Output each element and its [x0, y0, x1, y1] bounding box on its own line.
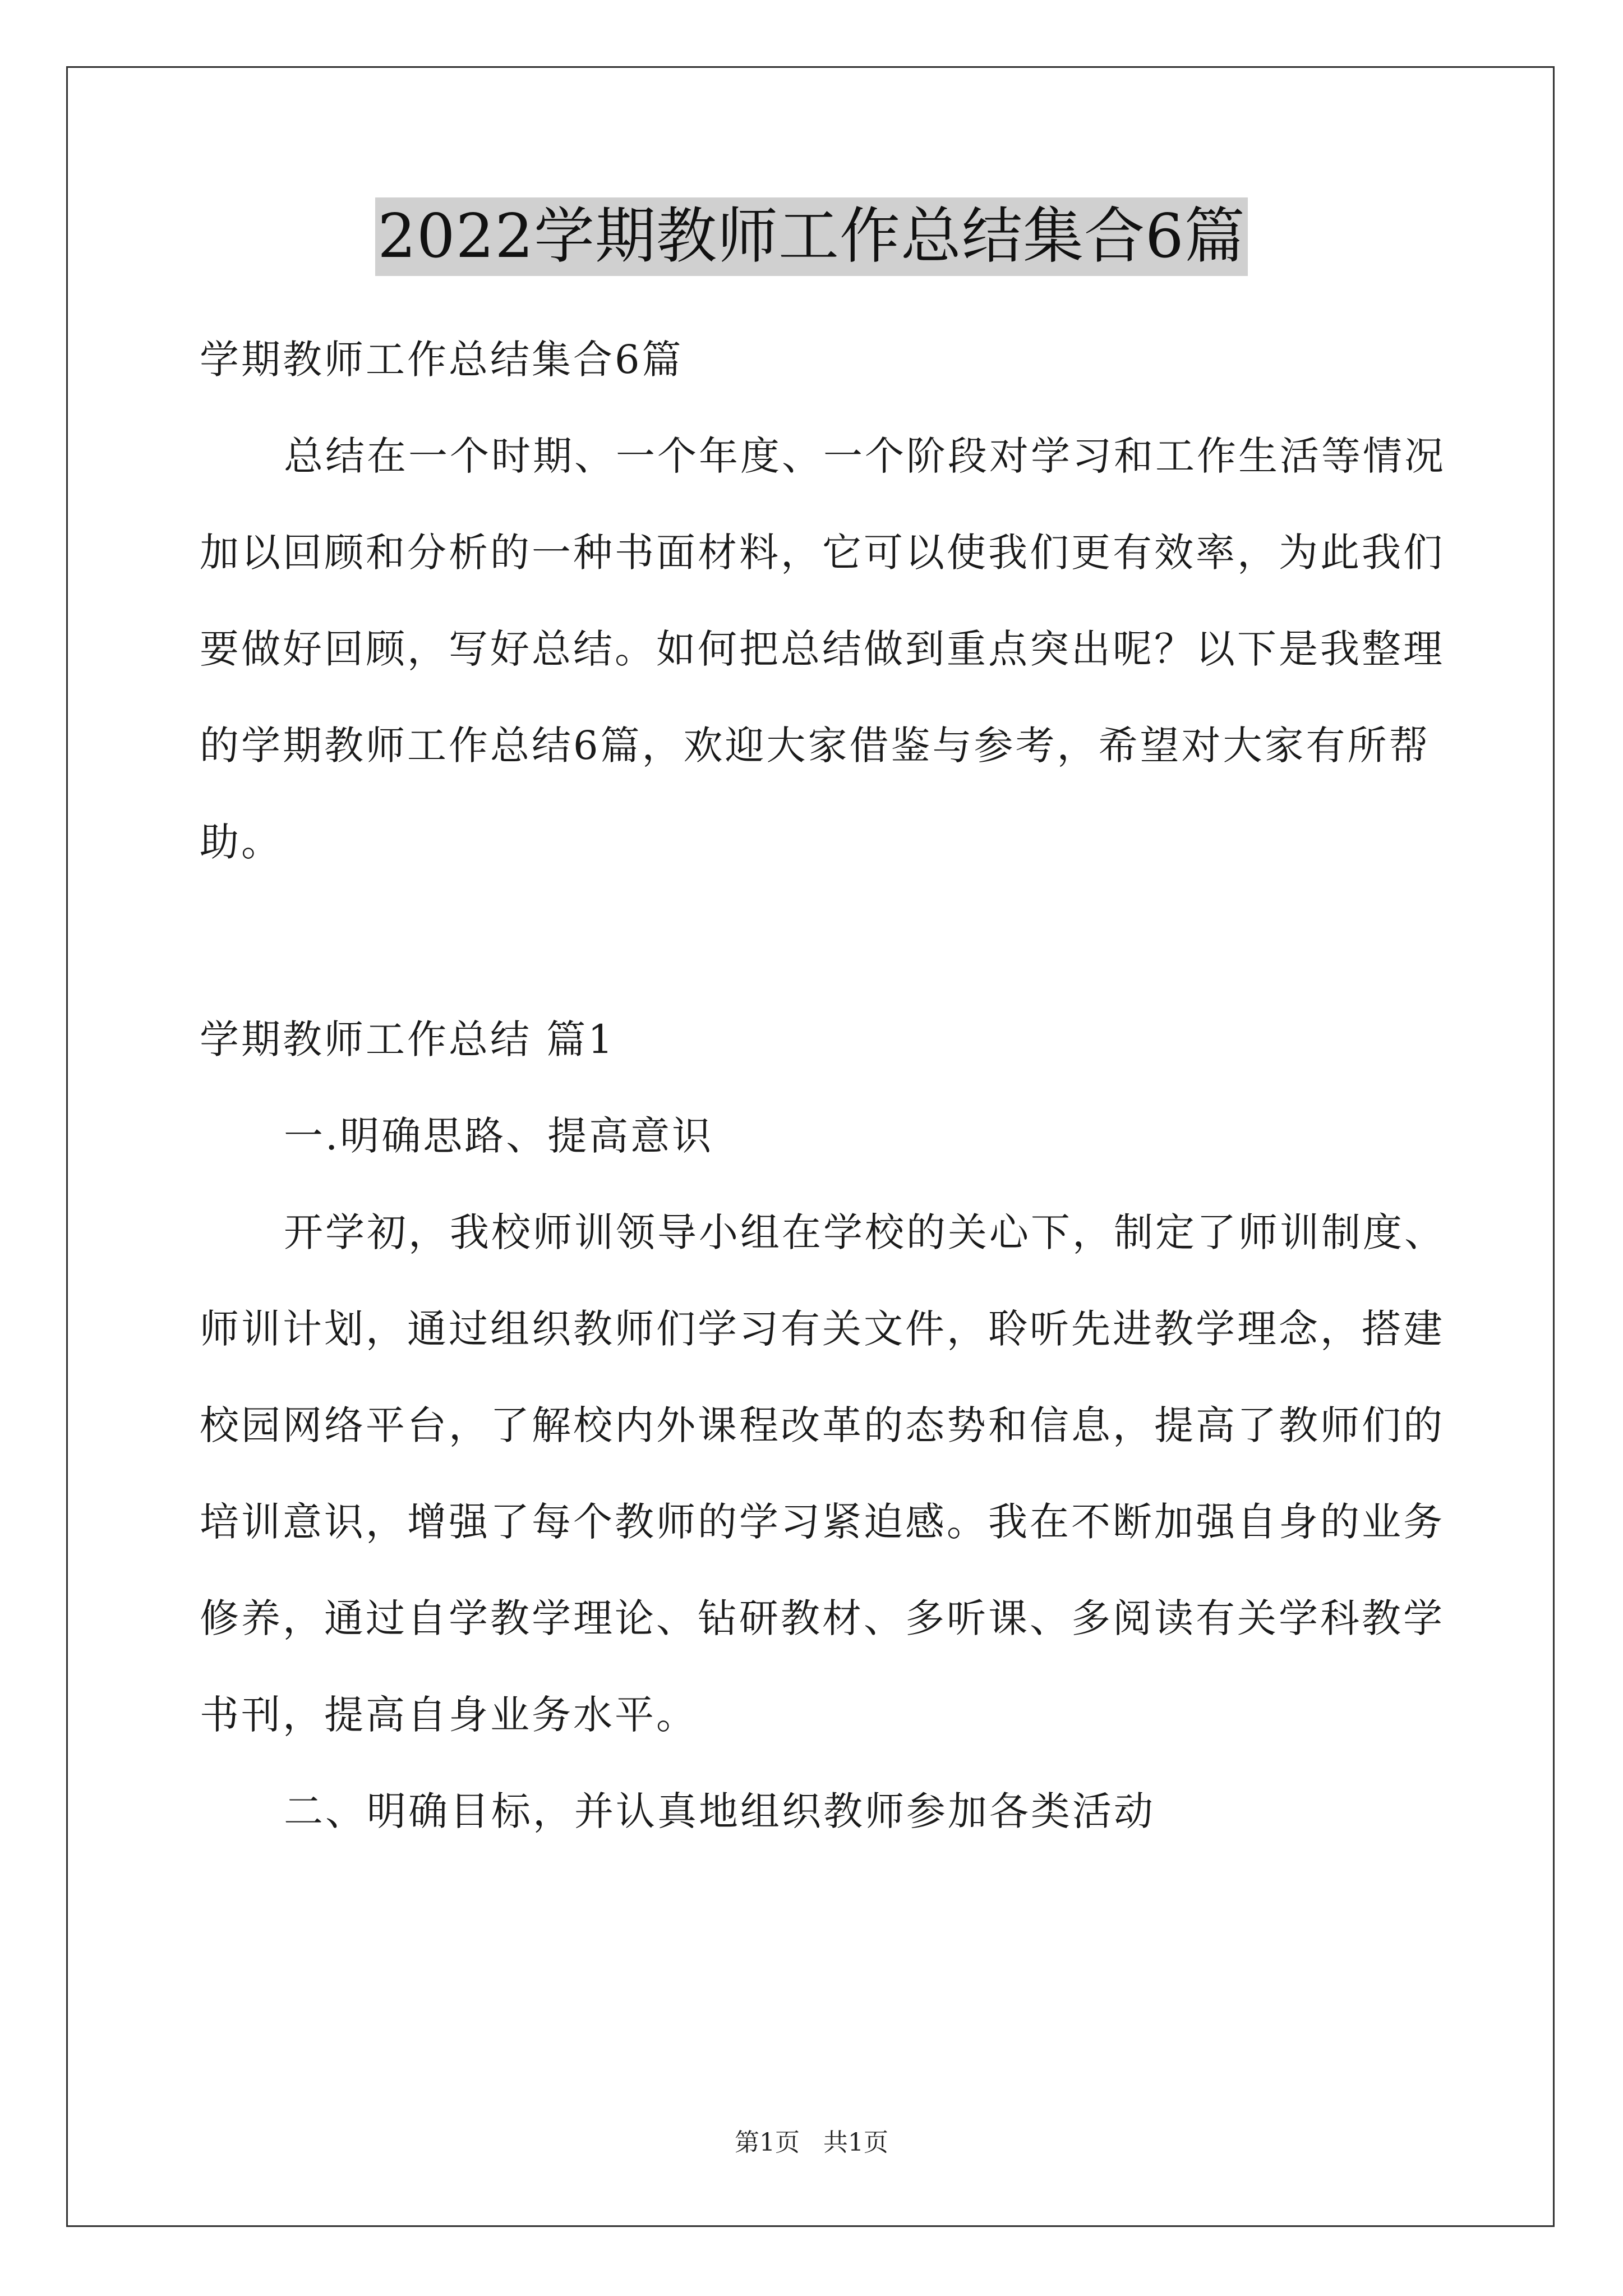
page-footer — [0, 2126, 1623, 2160]
page-number-total: 共1页 — [823, 2128, 888, 2157]
page-number-current: 第1页 — [735, 2128, 800, 2157]
body-line: 修养，通过自学教学理论、钻研教材、多听课、多阅读有关学科教学 — [200, 1595, 1445, 1641]
heading-2: 二、明确目标，并认真地组织教师参加各类活动 — [284, 1788, 1155, 1834]
intro-line: 助。 — [200, 819, 283, 865]
document-body — [200, 311, 1446, 1860]
intro-line: 总结在一个时期、一个年度、一个阶段对学习和工作生活等情况 — [284, 433, 1446, 479]
document-subtitle: 学期教师工作总结集合6篇 — [200, 337, 684, 383]
heading-1: 一.明确思路、提高意识 — [284, 1113, 714, 1159]
section-title: 学期教师工作总结 篇1 — [200, 1016, 615, 1062]
body-line: 培训意识，增强了每个教师的学习紧迫感。我在不断加强自身的业务 — [200, 1499, 1445, 1545]
body-line: 开学初，我校师训领导小组在学校的关心下，制定了师训制度、 — [284, 1209, 1446, 1255]
body-line: 校园网络平台，了解校内外课程改革的态势和信息，提高了教师们的 — [200, 1402, 1445, 1448]
body-paragraph — [200, 1184, 1446, 1763]
body-line: 师训计划，通过组织教师们学习有关文件，聆听先进教学理念，搭建 — [200, 1306, 1445, 1352]
intro-line: 加以回顾和分析的一种书面材料，它可以使我们更有效率，为此我们 — [200, 530, 1445, 576]
title-container — [0, 197, 1623, 276]
intro-line: 的学期教师工作总结6篇，欢迎大家借鉴与参考，希望对大家有所帮 — [200, 723, 1431, 769]
intro-line: 要做好回顾，写好总结。如何把总结做到重点突出呢？以下是我整理 — [200, 626, 1445, 672]
document-title: 2022学期教师工作总结集合6篇 — [375, 197, 1248, 276]
intro-paragraph — [200, 408, 1446, 890]
body-line: 书刊，提高自身业务水平。 — [200, 1692, 698, 1738]
